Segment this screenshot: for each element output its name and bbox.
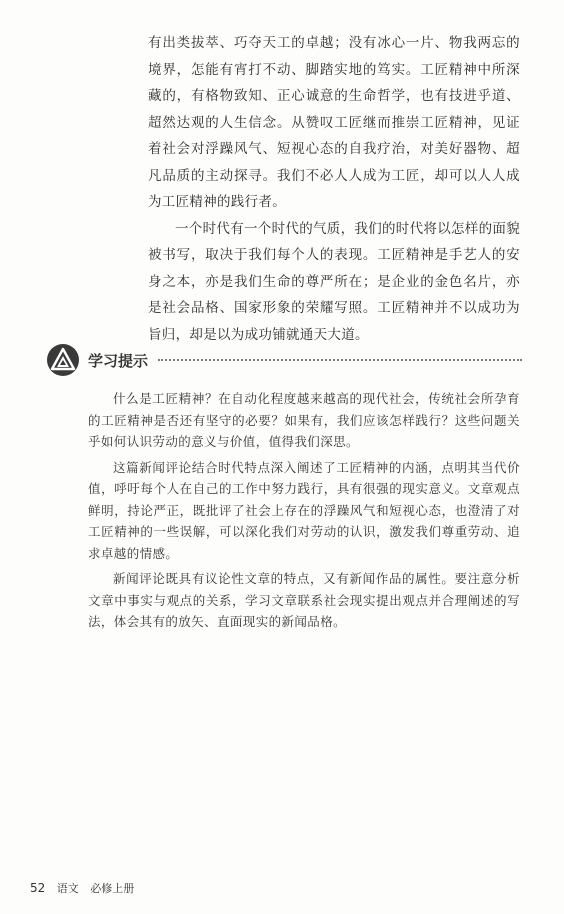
page-number: 52: [30, 881, 46, 895]
tips-paragraph: 这篇新闻评论结合时代特点深入阐述了工匠精神的内涵，点明其当代价值，呼吁每个人在自己的工作中努力践行，具有很强的现实意义。文章观点鲜明，持论严正，既批评了社会上存在的浮躁风气和短视心态，也澄清了对工匠精神的一些误解，可以深化我们对劳动的认识，激发我们尊重劳动、追求卓越的情感。: [88, 459, 520, 561]
learning-tips-header: [46, 343, 522, 377]
learning-tips-title: 学习提示: [88, 352, 149, 370]
learning-tips-body: [88, 388, 520, 637]
article-paragraph: 有出类拔萃、巧夺天工的卓越；没有冰心一片、物我两忘的境界，怎能有宵打不动、脚踏实地的笃实。工匠精神中所深藏的，有格物致知、正心诚意的生命哲学，也有技进乎道、超然达观的人生信念。从赞叹工匠继而推崇工匠精神，见证着社会对浮躁风气、短视心态的自我疗治，对美好器物、超凡品质的主动探寻。我们不必人人成为工匠，却可以人人成为工匠精神的践行者。: [148, 35, 520, 210]
article-paragraph: 一个时代有一个时代的气质，我们的时代将以怎样的面貌被书写，取决于我们每个人的表现。工匠精神是手艺人的安身之本，亦是我们生命的尊严所在；是企业的金色名片，亦是社会品格、国家形象的荣耀写照。工匠精神并不以成功为旨归，却是以为成功铺就通天大道。: [148, 220, 520, 343]
volume-label: 必修上册: [90, 882, 135, 895]
tips-paragraph: 什么是工匠精神？在自动化程度越来越高的现代社会，传统社会所孕育的工匠精神是否还有坚守的必要？如果有，我们应该怎样践行？这些问题关乎如何认识劳动的意义与价值，值得我们深思。: [88, 391, 520, 449]
tips-paragraph: 新闻评论既具有议论性文章的特点，又有新闻作品的属性。要注意分析文章中事实与观点的关系，学习文章联系社会现实提出观点并合理阐述的写法，体会其有的放矢、直面现实的新闻品格。: [88, 571, 520, 629]
subject-label: 语文: [56, 882, 79, 895]
learning-tips-triangle-icon: [46, 343, 80, 377]
dotted-divider: [158, 359, 522, 361]
page-footer: [30, 880, 142, 896]
main-article-text: [148, 30, 520, 348]
